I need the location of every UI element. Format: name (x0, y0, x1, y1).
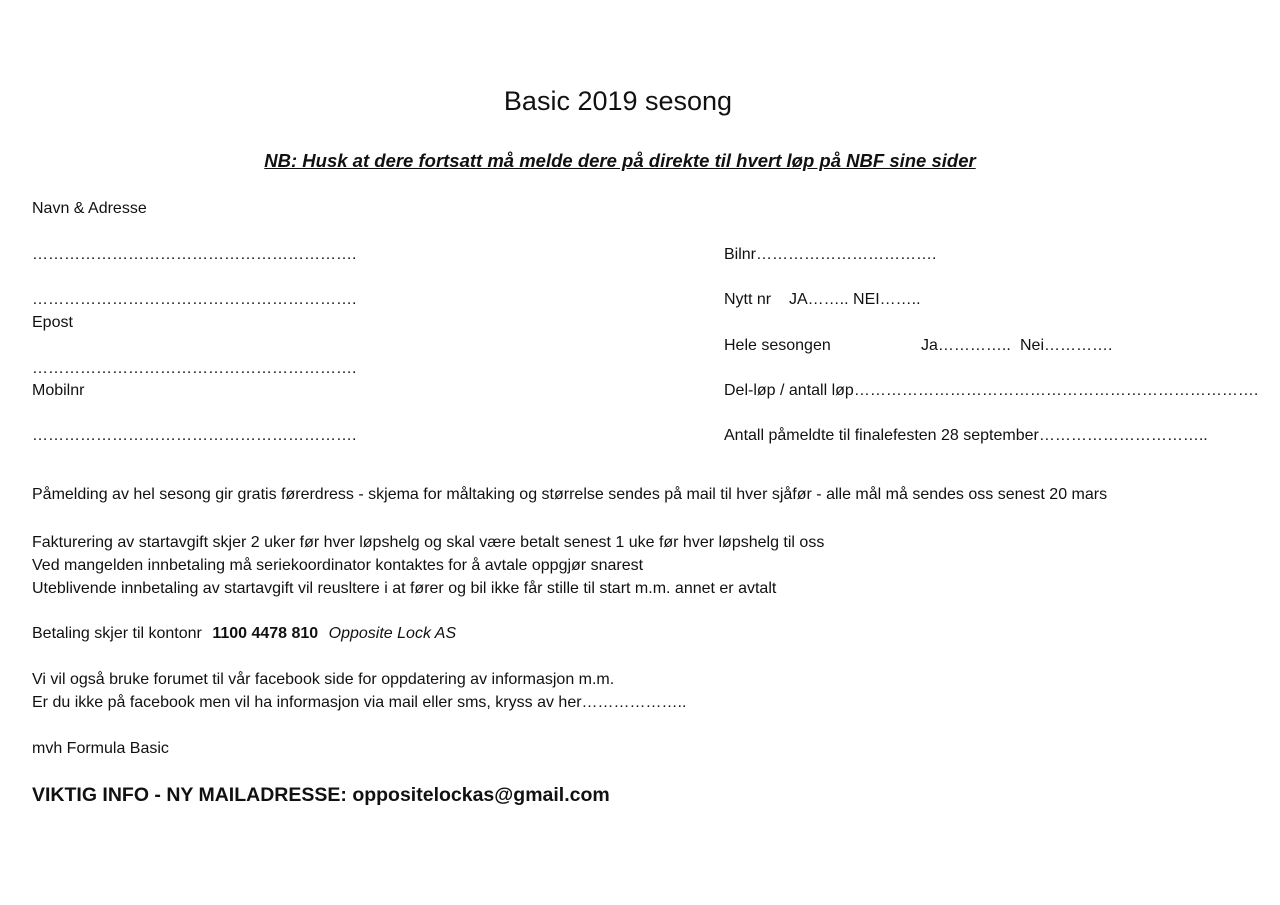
payment-account-number: 1100 4478 810 (212, 625, 319, 642)
document-title: Basic 2019 sesong (503, 86, 733, 116)
email-label: Epost (32, 314, 73, 331)
facebook-line-1: Vi vil også bruke forumet til vår facebook side for oppdatering av informasjon m.m. (32, 671, 615, 688)
payment-prefix: Betaling skjer til kontonr (32, 625, 202, 642)
name-address-label: Navn & Adresse (32, 200, 147, 217)
name-address-line-2: ……………………………………………………. (32, 291, 357, 308)
important-notice: VIKTIG INFO - NY MAILADRESSE: oppositelockas@gmail.com (32, 784, 610, 806)
invoicing-line-1: Fakturering av startavgift skjer 2 uker før hver løpshelg og skal være betalt senest 1 uke før hver løpshelg til oss (32, 534, 825, 551)
mobile-line: ……………………………………………………. (32, 427, 357, 444)
facebook-line-2: Er du ikke på facebook men vil ha informasjon via mail eller sms, kryss av her……………….. (32, 694, 687, 711)
payment-company: Opposite Lock AS (328, 625, 457, 642)
partial-races-field: Del-løp / antall løp…………………………………………………………………. (724, 382, 1259, 399)
new-number-options: JA…….. NEI…….. (789, 291, 921, 308)
whole-season-label: Hele sesongen (724, 337, 831, 354)
registration-notice: NB: Husk at dere fortsatt må melde dere på direkte til hvert løp på NBF sine sider (264, 150, 976, 171)
signature: mvh Formula Basic (32, 740, 169, 757)
whole-season-note: Påmelding av hel sesong gir gratis førerdress - skjema for måltaking og størrelse sendes på mail til hver sjåfør - alle mål må sendes oss senest 20 mars (32, 486, 1108, 503)
invoicing-line-3: Uteblivende innbetaling av startavgift vil reusltere i at fører og bil ikke får stille til start m.m. annet er avtalt (32, 580, 777, 597)
email-line: ……………………………………………………. (32, 360, 357, 377)
invoicing-line-2: Ved mangelden innbetaling må seriekoordinator kontaktes for å avtale oppgjør snarest (32, 557, 644, 574)
name-address-line-1: ……………………………………………………. (32, 246, 357, 263)
whole-season-yes: Ja………….. (921, 337, 1011, 354)
whole-season-no: Nei…………. (1020, 337, 1113, 354)
payment-info (32, 624, 456, 644)
mobile-label: Mobilnr (32, 382, 85, 399)
car-number-field: Bilnr……………………………. (724, 246, 937, 263)
final-party-count-field: Antall påmeldte til finalefesten 28 september………………………….. (724, 427, 1208, 444)
new-number-label: Nytt nr (724, 291, 772, 308)
